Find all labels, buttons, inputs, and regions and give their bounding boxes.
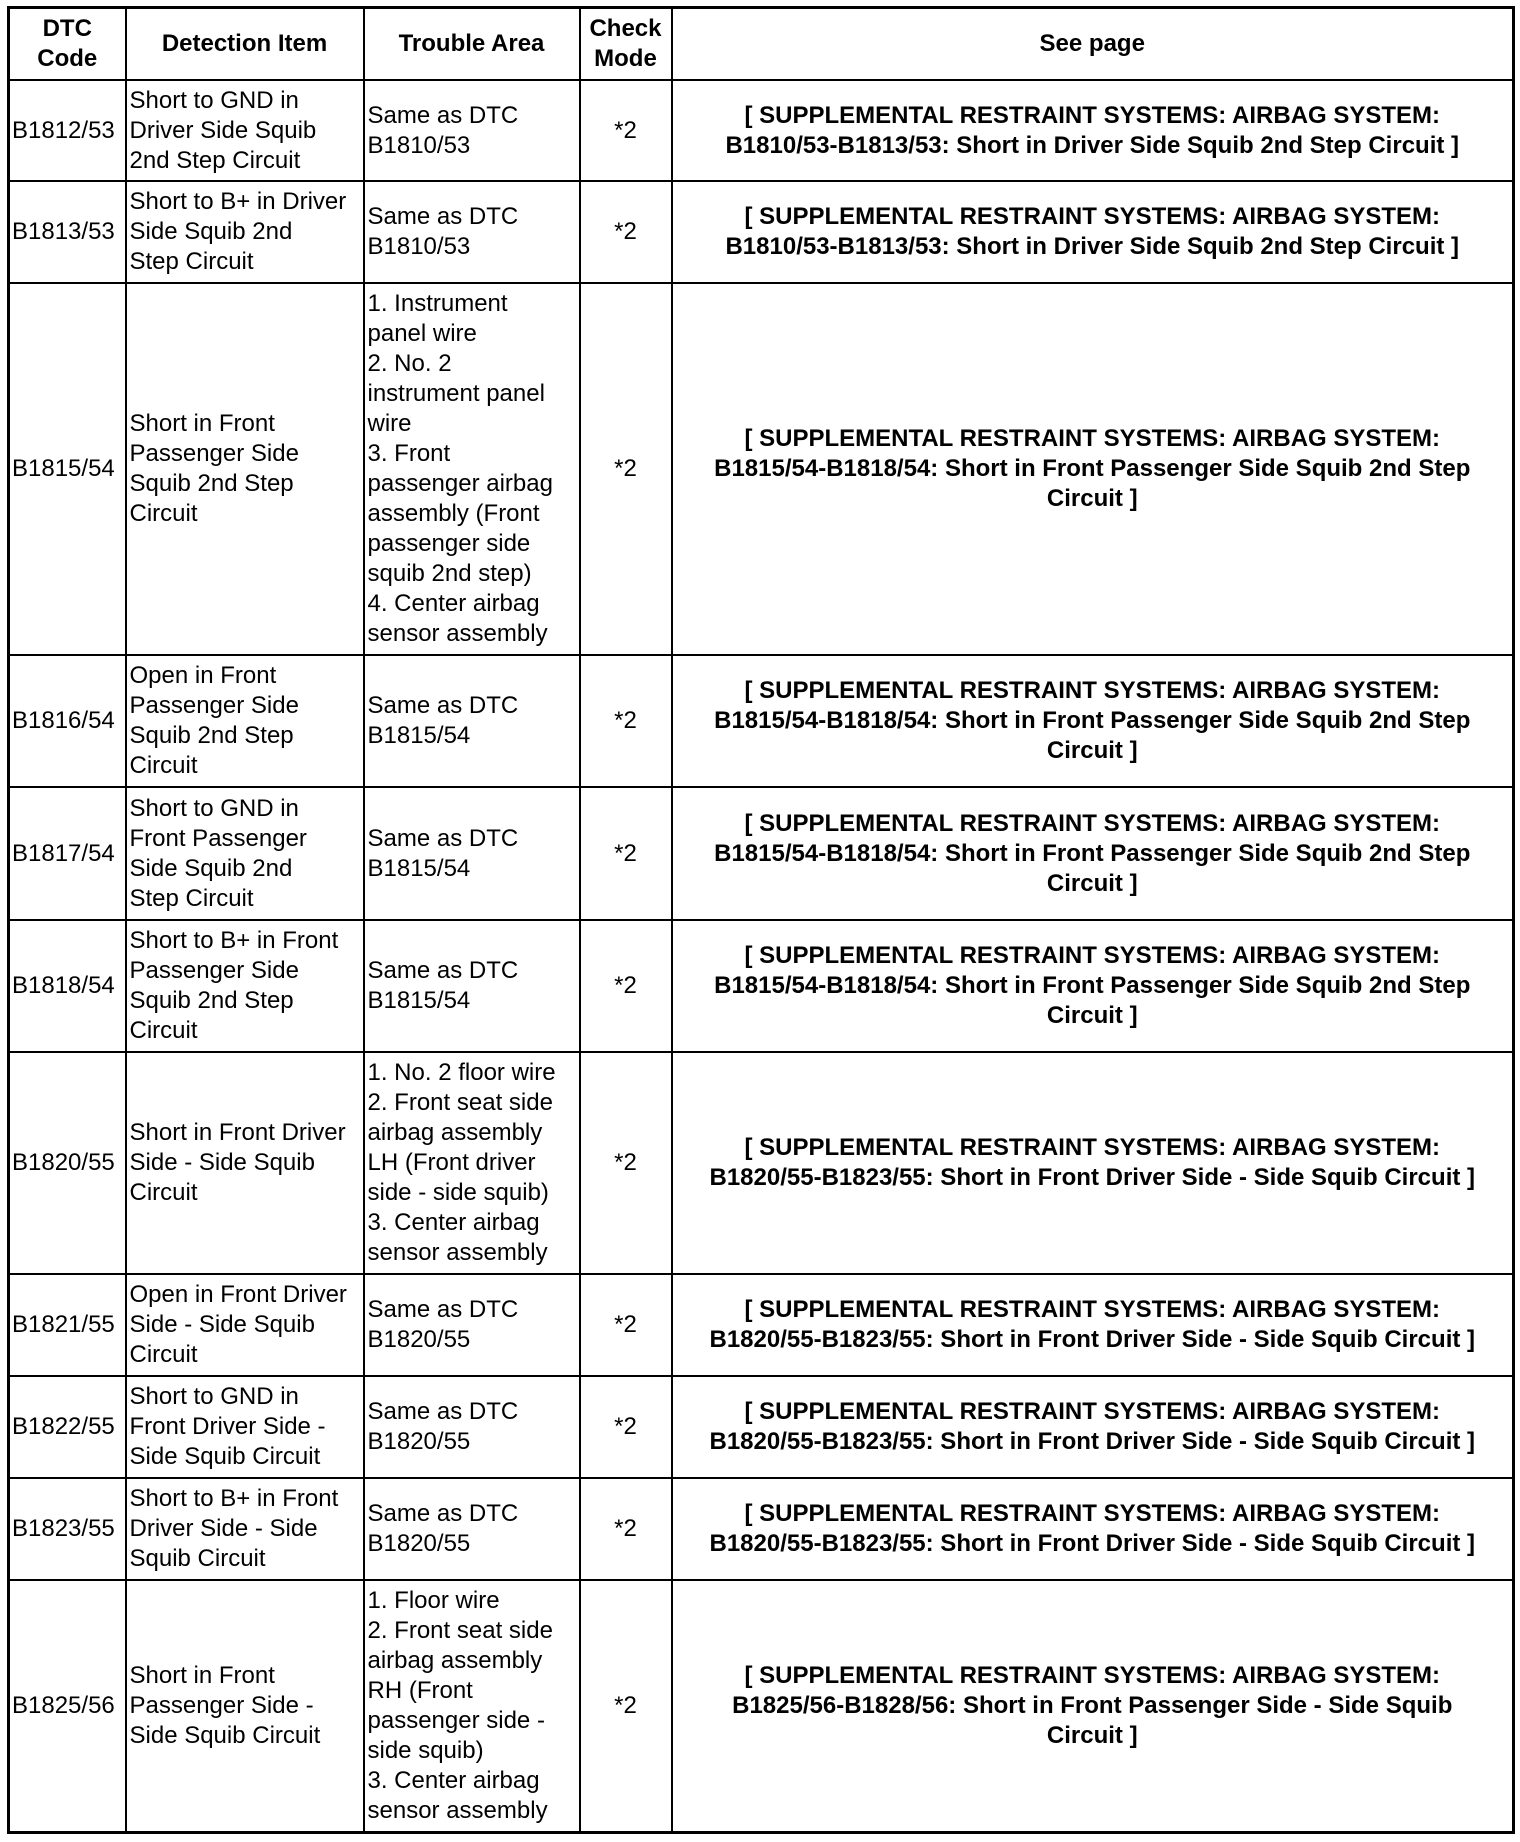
detection-item-cell-line: Short to GND in (129, 86, 299, 114)
detection-item-cell (126, 1376, 364, 1478)
detection-item-cell-line: Short in Front Driver (129, 1119, 346, 1146)
trouble-area-cell-line: instrument panel (367, 380, 545, 407)
header-detection-item: Detection Item (126, 8, 364, 81)
dtc-code-cell: B1817/54 (9, 787, 126, 920)
detection-item-cell-line: Circuit (129, 1017, 198, 1044)
detection-item-cell-line: Short in Front (129, 1661, 275, 1689)
header-check-mode (580, 8, 672, 81)
detection-item-cell-line: Short to GND in (129, 794, 299, 822)
see-page-link-line: [ SUPPLEMENTAL RESTRAINT SYSTEMS: AIRBAG SYSTEM: (744, 1500, 1441, 1527)
dtc-code-cell: B1825/56 (9, 1580, 126, 1832)
trouble-area-cell-line: LH (Front driver (367, 1149, 536, 1176)
see-page-link-line: B1820/55-B1823/55: Short in Front Driver Side - Side Squib Circuit ] (709, 1530, 1476, 1557)
detection-item-cell (126, 1274, 364, 1376)
detection-item-cell-line: Passenger Side - (129, 1691, 314, 1719)
trouble-area-cell-line: sensor assembly (367, 620, 548, 647)
table-row (9, 181, 1514, 283)
see-page-link[interactable] (672, 787, 1514, 920)
see-page-link[interactable] (672, 1580, 1514, 1832)
trouble-area-cell-line: panel wire (367, 320, 477, 347)
table-row (9, 1274, 1514, 1376)
trouble-area-cell-line: passenger side - (367, 1706, 545, 1734)
detection-item-cell-line: Side Squib 2nd (129, 218, 293, 245)
dtc-code-cell: B1821/55 (9, 1274, 126, 1376)
see-page-link-line: [ SUPPLEMENTAL RESTRAINT SYSTEMS: AIRBAG SYSTEM: (744, 101, 1441, 129)
trouble-area-cell-line: B1820/55 (367, 1530, 471, 1557)
trouble-area-cell-line: 2. Front seat side (367, 1089, 553, 1116)
trouble-area-cell-line: airbag assembly (367, 1119, 543, 1146)
check-mode-cell: *2 (580, 787, 672, 920)
trouble-area-cell-line: B1815/54 (367, 854, 471, 882)
trouble-area-cell (364, 655, 580, 787)
trouble-area-cell-line: 3. Center airbag (367, 1209, 540, 1236)
see-page-link-line: B1815/54-B1818/54: Short in Front Passenger Side Squib 2nd Step (714, 707, 1471, 734)
see-page-link-line: [ SUPPLEMENTAL RESTRAINT SYSTEMS: AIRBAG SYSTEM: (744, 809, 1441, 837)
dtc-table-container (7, 6, 1515, 1834)
detection-item-cell-line: Short to GND in (129, 1383, 299, 1410)
check-mode-cell: *2 (580, 283, 672, 655)
see-page-link-line: [ SUPPLEMENTAL RESTRAINT SYSTEMS: AIRBAG SYSTEM: (744, 942, 1441, 969)
see-page-link-line: [ SUPPLEMENTAL RESTRAINT SYSTEMS: AIRBAG SYSTEM: (744, 203, 1441, 230)
trouble-area-cell-line: assembly (Front (367, 500, 540, 527)
table-row (9, 1580, 1514, 1832)
see-page-link-line: [ SUPPLEMENTAL RESTRAINT SYSTEMS: AIRBAG SYSTEM: (744, 1134, 1441, 1161)
detection-item-cell-line: Circuit (129, 500, 198, 527)
check-mode-cell: *2 (580, 181, 672, 283)
dtc-table (7, 6, 1515, 1834)
trouble-area-cell-line: 3. Center airbag (367, 1766, 540, 1794)
detection-item-cell-line: Squib 2nd Step (129, 722, 294, 749)
header-dtc-code-line-1: DTC (42, 15, 92, 42)
detection-item-cell (126, 1052, 364, 1274)
table-header (9, 8, 1514, 81)
see-page-link[interactable] (672, 655, 1514, 787)
table-row (9, 920, 1514, 1052)
trouble-area-cell (364, 181, 580, 283)
table-row (9, 787, 1514, 920)
trouble-area-cell (364, 1052, 580, 1274)
check-mode-cell: *2 (580, 1478, 672, 1580)
table-body (9, 80, 1514, 1832)
trouble-area-cell (364, 1478, 580, 1580)
detection-item-cell-line: Squib 2nd Step (129, 470, 294, 497)
trouble-area-cell-line: Same as DTC (367, 1500, 519, 1527)
see-page-link[interactable] (672, 80, 1514, 181)
table-row (9, 283, 1514, 655)
see-page-link-line: B1820/55-B1823/55: Short in Front Driver Side - Side Squib Circuit ] (709, 1428, 1476, 1455)
trouble-area-cell-line: B1815/54 (367, 722, 471, 749)
detection-item-cell (126, 283, 364, 655)
trouble-area-cell-line: passenger airbag (367, 470, 553, 497)
trouble-area-cell-line: 2. Front seat side (367, 1616, 553, 1644)
trouble-area-cell-line: RH (Front (367, 1676, 473, 1704)
see-page-link-line: [ SUPPLEMENTAL RESTRAINT SYSTEMS: AIRBAG SYSTEM: (744, 1398, 1441, 1425)
trouble-area-cell-line: B1820/55 (367, 1326, 471, 1353)
detection-item-cell (126, 1580, 364, 1832)
trouble-area-cell-line: Same as DTC (367, 1398, 519, 1425)
detection-item-cell-line: Short to B+ in Front (129, 1485, 339, 1512)
see-page-link-line: Circuit ] (1046, 869, 1138, 897)
detection-item-cell-line: Short to B+ in Driver (129, 188, 347, 215)
detection-item-cell (126, 181, 364, 283)
see-page-link[interactable] (672, 181, 1514, 283)
check-mode-cell: *2 (580, 1580, 672, 1832)
trouble-area-cell (364, 787, 580, 920)
table-row (9, 1052, 1514, 1274)
trouble-area-cell (364, 1580, 580, 1832)
check-mode-cell: *2 (580, 1052, 672, 1274)
detection-item-cell-line: Side Squib Circuit (129, 1443, 321, 1470)
dtc-code-cell: B1823/55 (9, 1478, 126, 1580)
see-page-link-line: [ SUPPLEMENTAL RESTRAINT SYSTEMS: AIRBAG SYSTEM: (744, 1661, 1441, 1689)
see-page-link-line: [ SUPPLEMENTAL RESTRAINT SYSTEMS: AIRBAG SYSTEM: (744, 425, 1441, 452)
detection-item-cell (126, 655, 364, 787)
check-mode-cell: *2 (580, 80, 672, 181)
detection-item-cell-line: Front Passenger (129, 824, 307, 852)
detection-item-cell-line: Passenger Side (129, 692, 299, 719)
detection-item-cell-line: Step Circuit (129, 248, 254, 275)
see-page-link[interactable] (672, 1376, 1514, 1478)
trouble-area-cell-line: side - side squib) (367, 1179, 549, 1206)
trouble-area-cell-line: squib 2nd step) (367, 560, 532, 587)
see-page-link[interactable] (672, 920, 1514, 1052)
detection-item-cell-line: Circuit (129, 1341, 198, 1368)
header-dtc-code-line-2: Code (37, 45, 98, 72)
header-see-page: See page (672, 8, 1514, 81)
detection-item-cell-line: Driver Side - Side (129, 1515, 318, 1542)
detection-item-cell (126, 80, 364, 181)
trouble-area-cell (364, 283, 580, 655)
dtc-code-cell: B1813/53 (9, 181, 126, 283)
trouble-area-cell-line: 1. No. 2 floor wire (367, 1059, 556, 1086)
trouble-area-cell-line: side squib) (367, 1736, 484, 1764)
detection-item-cell-line: Side Squib Circuit (129, 1721, 321, 1749)
header-trouble-area: Trouble Area (364, 8, 580, 81)
see-page-link-line: [ SUPPLEMENTAL RESTRAINT SYSTEMS: AIRBAG SYSTEM: (744, 677, 1441, 704)
see-page-link[interactable] (672, 1478, 1514, 1580)
trouble-area-cell-line: Same as DTC (367, 101, 519, 129)
see-page-link-line: Circuit ] (1046, 485, 1138, 512)
header-dtc-code (9, 8, 126, 81)
table-row (9, 655, 1514, 787)
trouble-area-cell-line: B1820/55 (367, 1428, 471, 1455)
detection-item-cell-line: Circuit (129, 752, 198, 779)
see-page-link-line: B1825/56-B1828/56: Short in Front Passenger Side - Side Squib (732, 1691, 1453, 1719)
detection-item-cell-line: Squib 2nd Step (129, 987, 294, 1014)
trouble-area-cell (364, 1376, 580, 1478)
detection-item-cell-line: Step Circuit (129, 884, 254, 912)
trouble-area-cell-line: Same as DTC (367, 1296, 519, 1323)
see-page-link-line: B1810/53-B1813/53: Short in Driver Side Squib 2nd Step Circuit ] (725, 233, 1460, 260)
dtc-code-cell: B1820/55 (9, 1052, 126, 1274)
see-page-link[interactable] (672, 1052, 1514, 1274)
see-page-link-line: [ SUPPLEMENTAL RESTRAINT SYSTEMS: AIRBAG SYSTEM: (744, 1296, 1441, 1323)
detection-item-cell-line: 2nd Step Circuit (129, 146, 301, 174)
trouble-area-cell-line: Same as DTC (367, 824, 519, 852)
dtc-code-cell: B1822/55 (9, 1376, 126, 1478)
see-page-link-line: B1820/55-B1823/55: Short in Front Driver Side - Side Squib Circuit ] (709, 1164, 1476, 1191)
trouble-area-cell-line: 4. Center airbag (367, 590, 540, 617)
detection-item-cell-line: Short in Front (129, 410, 275, 437)
detection-item-cell-line: Short to B+ in Front (129, 927, 339, 954)
dtc-code-cell: B1816/54 (9, 655, 126, 787)
header-check-mode-line-2: Mode (594, 45, 657, 72)
trouble-area-cell-line: 1. Floor wire (367, 1586, 500, 1614)
header-row (9, 8, 1514, 81)
table-row (9, 1376, 1514, 1478)
detection-item-cell-line: Front Driver Side - (129, 1413, 326, 1440)
see-page-link[interactable] (672, 283, 1514, 655)
dtc-code-cell: B1812/53 (9, 80, 126, 181)
trouble-area-cell-line: 3. Front (367, 440, 451, 467)
detection-item-cell-line: Open in Front Driver (129, 1281, 347, 1308)
trouble-area-cell-line: Same as DTC (367, 957, 519, 984)
detection-item-cell-line: Passenger Side (129, 440, 299, 467)
detection-item-cell-line: Passenger Side (129, 957, 299, 984)
trouble-area-cell-line: 1. Instrument (367, 290, 508, 317)
detection-item-cell (126, 920, 364, 1052)
trouble-area-cell-line: wire (367, 410, 412, 437)
see-page-link-line: B1820/55-B1823/55: Short in Front Driver Side - Side Squib Circuit ] (709, 1326, 1476, 1353)
trouble-area-cell-line: B1810/53 (367, 131, 471, 159)
detection-item-cell-line: Side - Side Squib (129, 1311, 315, 1338)
see-page-link-line: B1815/54-B1818/54: Short in Front Passenger Side Squib 2nd Step (714, 839, 1471, 867)
see-page-link-line: Circuit ] (1046, 737, 1138, 764)
see-page-link-line: B1810/53-B1813/53: Short in Driver Side Squib 2nd Step Circuit ] (725, 131, 1460, 159)
trouble-area-cell (364, 920, 580, 1052)
trouble-area-cell-line: sensor assembly (367, 1796, 548, 1824)
check-mode-cell: *2 (580, 655, 672, 787)
dtc-code-cell: B1815/54 (9, 283, 126, 655)
detection-item-cell-line: Open in Front (129, 662, 277, 689)
trouble-area-cell-line: Same as DTC (367, 203, 519, 230)
see-page-link-line: B1815/54-B1818/54: Short in Front Passenger Side Squib 2nd Step (714, 455, 1471, 482)
trouble-area-cell-line: airbag assembly (367, 1646, 543, 1674)
dtc-code-cell: B1818/54 (9, 920, 126, 1052)
trouble-area-cell-line: Same as DTC (367, 692, 519, 719)
see-page-link-line: Circuit ] (1046, 1002, 1138, 1029)
trouble-area-cell (364, 1274, 580, 1376)
trouble-area-cell-line: B1810/53 (367, 233, 471, 260)
table-row (9, 80, 1514, 181)
detection-item-cell-line: Side - Side Squib (129, 1149, 315, 1176)
check-mode-cell: *2 (580, 1376, 672, 1478)
trouble-area-cell-line: passenger side (367, 530, 531, 557)
trouble-area-cell (364, 80, 580, 181)
table-row (9, 1478, 1514, 1580)
see-page-link-line: B1815/54-B1818/54: Short in Front Passenger Side Squib 2nd Step (714, 972, 1471, 999)
trouble-area-cell-line: 2. No. 2 (367, 350, 452, 377)
see-page-link-line: Circuit ] (1046, 1721, 1138, 1749)
detection-item-cell (126, 1478, 364, 1580)
detection-item-cell-line: Side Squib 2nd (129, 854, 293, 882)
detection-item-cell-line: Circuit (129, 1179, 198, 1206)
see-page-link[interactable] (672, 1274, 1514, 1376)
trouble-area-cell-line: sensor assembly (367, 1239, 548, 1266)
detection-item-cell-line: Driver Side Squib (129, 116, 317, 144)
detection-item-cell-line: Squib Circuit (129, 1545, 266, 1572)
detection-item-cell (126, 787, 364, 920)
check-mode-cell: *2 (580, 920, 672, 1052)
header-check-mode-line-1: Check (589, 15, 662, 42)
trouble-area-cell-line: B1815/54 (367, 987, 471, 1014)
check-mode-cell: *2 (580, 1274, 672, 1376)
